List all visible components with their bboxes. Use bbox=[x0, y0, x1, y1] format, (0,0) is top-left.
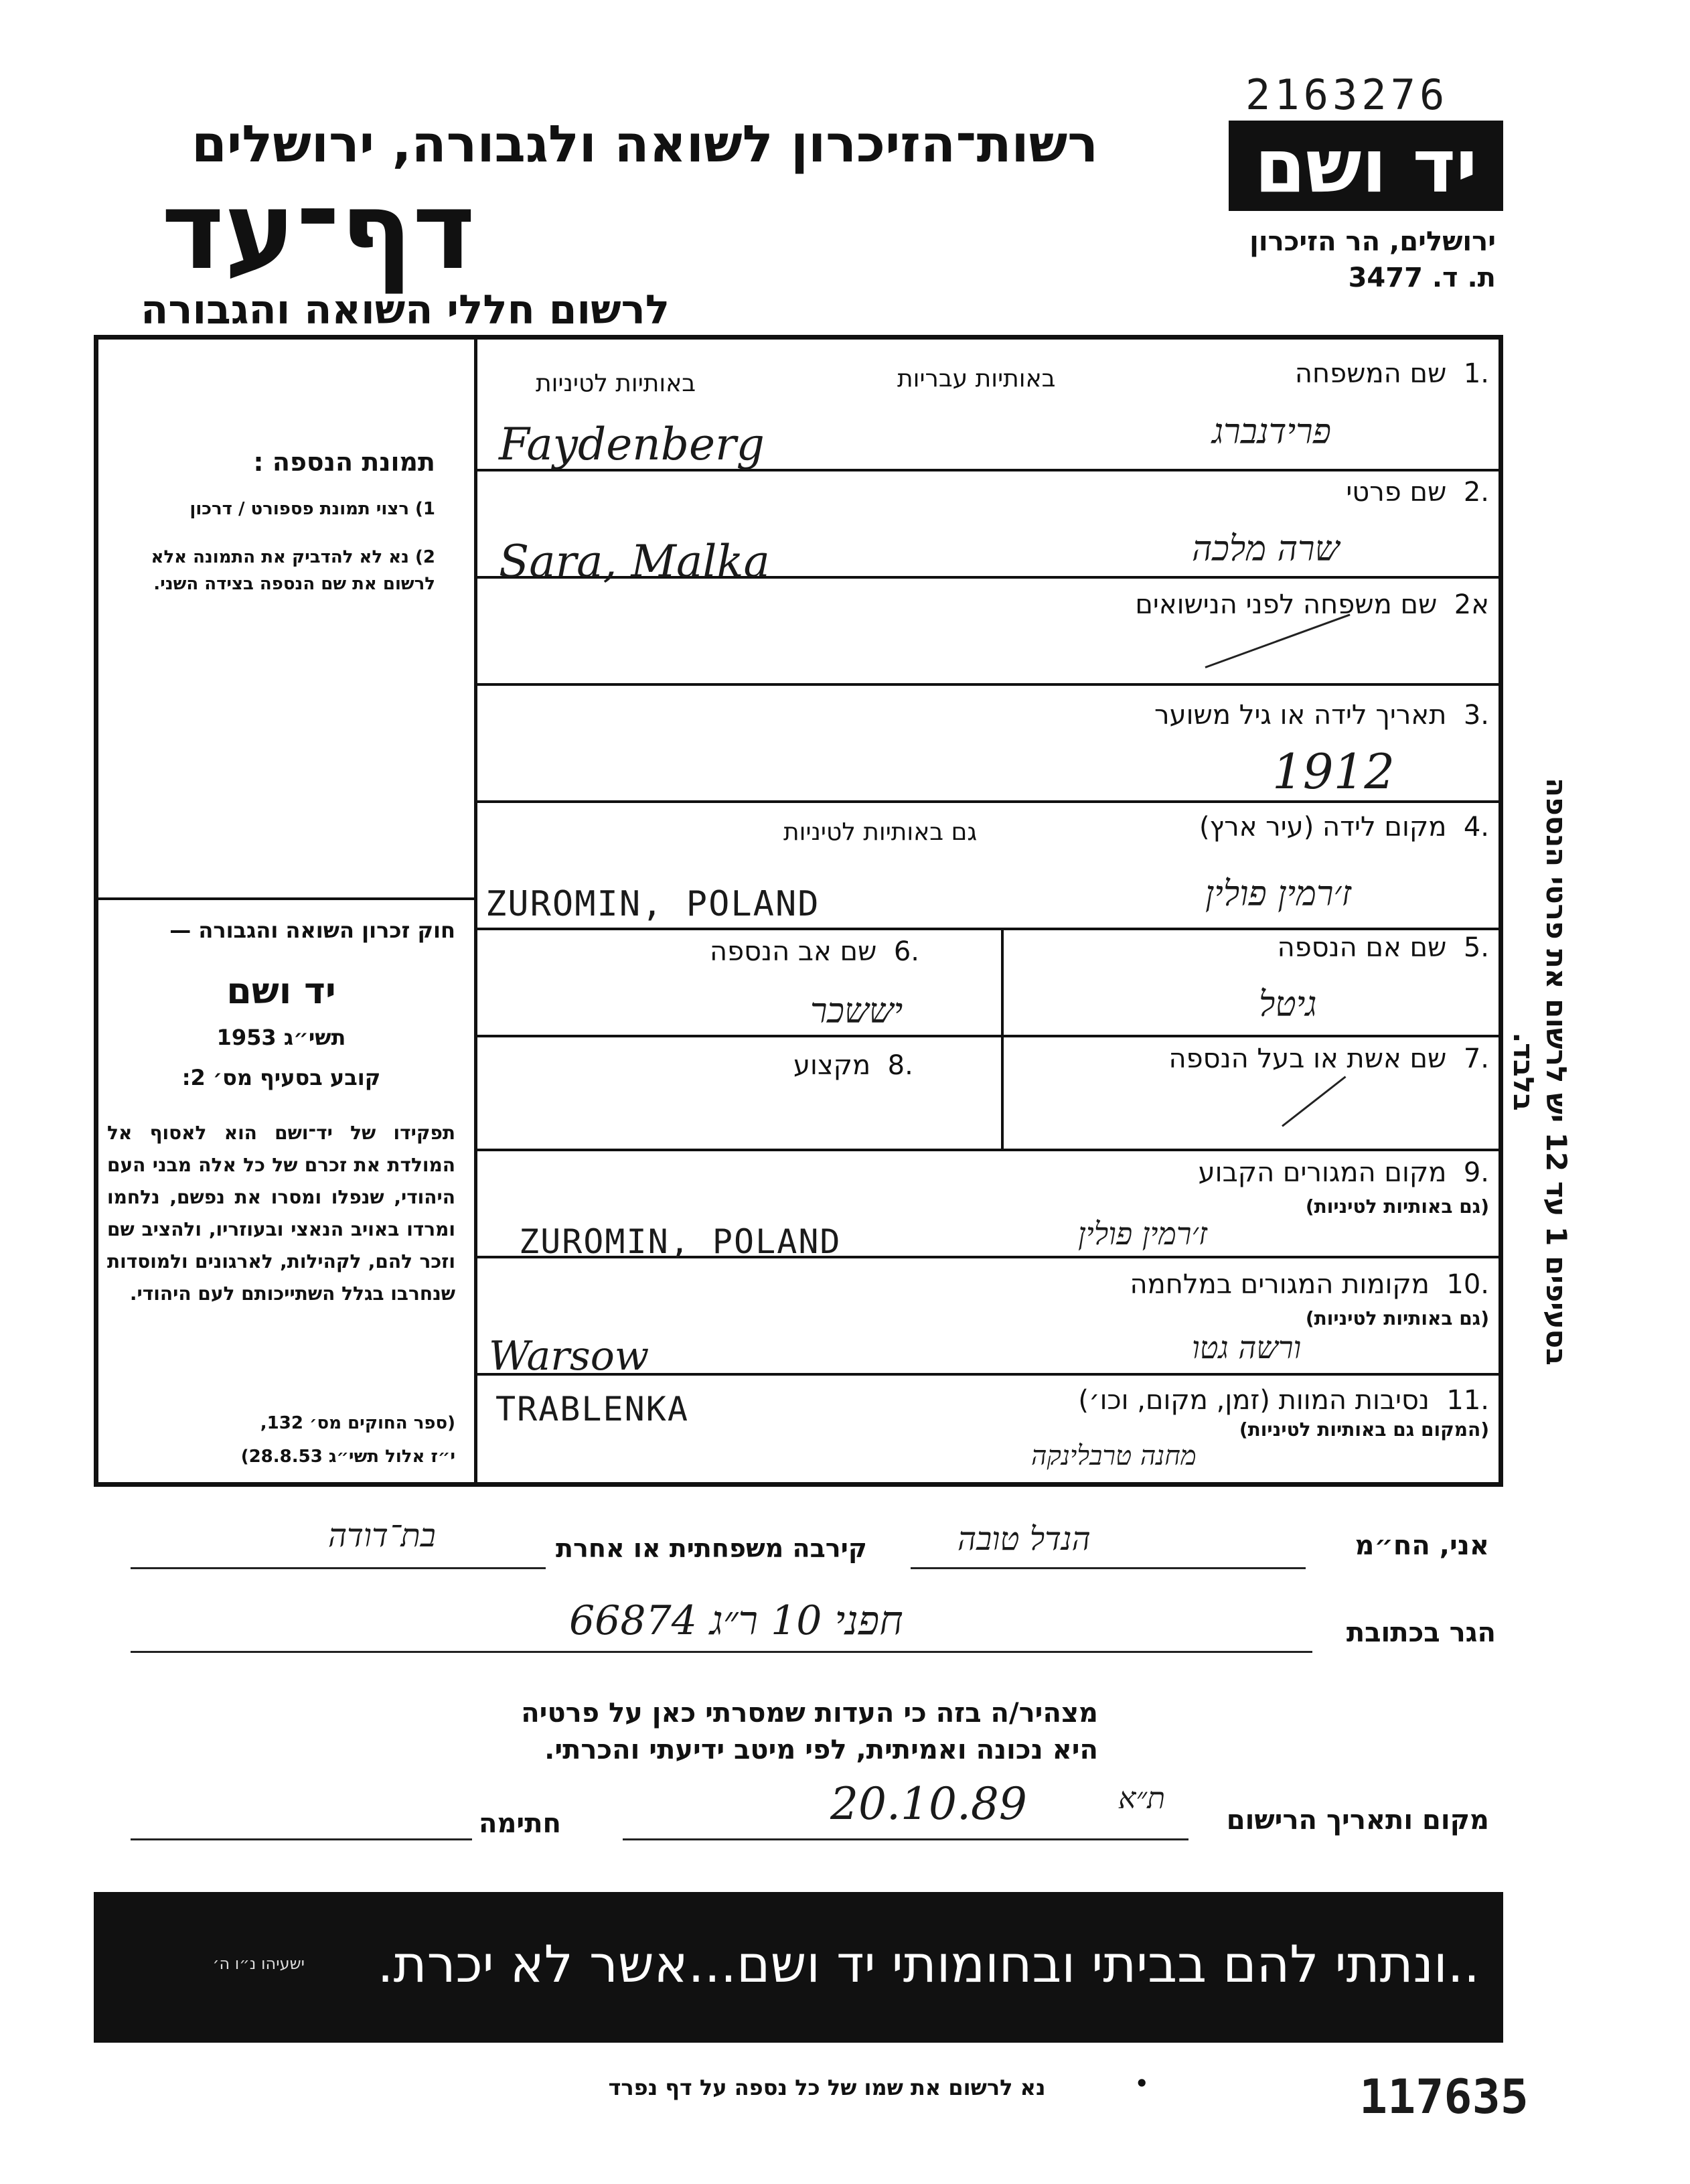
field-1-label bbox=[1295, 358, 1489, 389]
field-5-text: שם אם הנספה bbox=[1277, 932, 1447, 963]
field-11-number: .11 bbox=[1446, 1385, 1489, 1416]
banner-quote: ..ונתתי להם בביתי ובחומותי יד ושם...אשר לא יכרת. bbox=[377, 1934, 1480, 1994]
field-4-text: מקום לידה (עיר ארץ) bbox=[1199, 812, 1447, 843]
field-4-value-latin[interactable]: ZUROMIN, POLAND bbox=[485, 884, 820, 924]
field-8-number: .8 bbox=[887, 1050, 913, 1081]
relation-label: קירבה משפחתית או אחרת bbox=[556, 1534, 867, 1563]
form-subtitle: לרשום חללי השואה והגבורה bbox=[141, 287, 670, 334]
law-text: תפקידו של יד־ושם הוא לאסוף אל המולדת את זכרם של כל אלה מבני העם היהודי, שנפלו ומסרו את נפשם, נלחמו ומרדו באויב הנאצי ובעוזריו, ולהציב שם וזכר להם, לקהילות, לארגונים ולמוסדות שנחרבו בגלל השתייכותם לעם היהודי. bbox=[107, 1122, 455, 1305]
field-3-text: תאריך לידה או גיל משוער bbox=[1154, 700, 1447, 731]
side-note: בסעיפים 1 עד 12 יש לרשום את פרטי הנספה בלבד. bbox=[1507, 778, 1573, 1366]
record-number: 2163276 bbox=[1245, 70, 1449, 119]
declaration-line-2: היא נכונה ואמיתית, לפי מיטב ידיעתי והכרתי. bbox=[544, 1735, 1098, 1765]
field-11-label bbox=[1078, 1385, 1489, 1416]
ani-value[interactable]: הנדל טובה bbox=[957, 1520, 1091, 1558]
field-10-label bbox=[1130, 1269, 1489, 1300]
field-10-value-latin[interactable]: Warsow bbox=[489, 1333, 649, 1380]
address-line-2: ת. ד. 3477 bbox=[1348, 263, 1496, 293]
field-5-number: .5 bbox=[1463, 932, 1489, 963]
field-1-value-latin[interactable]: Faydenberg bbox=[499, 419, 765, 470]
field-6-number: .6 bbox=[893, 936, 920, 967]
field-2-label bbox=[1346, 477, 1489, 508]
declaration-line-1: מצהיר/ה בזה כי העדות שמסרתי כאן על פרטיה bbox=[521, 1698, 1098, 1729]
photo-panel-title: תמונת הנספה : bbox=[253, 447, 435, 477]
address-value[interactable]: חפני 10 ר״ג 66874 bbox=[569, 1597, 903, 1644]
field-9-label bbox=[1199, 1157, 1489, 1188]
ani-line bbox=[911, 1567, 1306, 1569]
address-line-1: ירושלים, הר הזיכרון bbox=[1249, 226, 1496, 257]
field-11-text: נסיבות המוות (זמן, מקום, וכו׳) bbox=[1078, 1385, 1430, 1416]
row-line-5 bbox=[475, 1035, 1503, 1037]
field-4-number: .4 bbox=[1463, 812, 1489, 843]
field-4-label bbox=[1199, 812, 1489, 843]
field-10-text: מקומות המגורים במלחמה bbox=[1130, 1269, 1430, 1300]
law-title: חוק זכרון השואה והגבורה — bbox=[169, 918, 455, 943]
photo-panel-note-2: 2) נא לא להדביק את התמונה אלא לרשום את שם הנספה בצידה השני. bbox=[151, 547, 435, 594]
field-9-value-hebrew[interactable]: ז׳רמין פולין bbox=[1078, 1216, 1207, 1252]
col-divider-5-6 bbox=[1001, 928, 1004, 1149]
field-9-text: מקום המגורים הקבוע bbox=[1198, 1157, 1447, 1188]
field-10-value-hebrew[interactable]: ורשה גטו bbox=[1192, 1329, 1302, 1366]
relation-value[interactable]: בת־דודה bbox=[328, 1517, 436, 1554]
field-2a-number: א2 bbox=[1454, 589, 1489, 620]
field-5-label bbox=[1278, 932, 1489, 963]
field-4-latin-header: גם באותיות לטיניות bbox=[783, 818, 978, 846]
footer-note: נא לרשום את שמו של כל נספה על דף נפרד bbox=[608, 2075, 1046, 2100]
field-11-value-hebrew[interactable]: מחנה טרבלינקה bbox=[1031, 1441, 1197, 1471]
field-6-label bbox=[710, 936, 919, 967]
field-1-text: שם המשפחה bbox=[1294, 358, 1447, 389]
yad-vashem-logo bbox=[1229, 121, 1503, 211]
page-number: 117635 bbox=[1359, 2069, 1529, 2124]
field-2-number: .2 bbox=[1463, 477, 1489, 508]
relation-line bbox=[131, 1567, 546, 1569]
footer-bullet: • bbox=[1135, 2071, 1149, 2096]
place-date-line bbox=[623, 1838, 1188, 1840]
law-org: יד ושם bbox=[226, 970, 336, 1012]
law-clause: קובע בסעיף מס׳ 2: bbox=[181, 1065, 381, 1090]
law-ref-1: (ספר החוקים מס׳ 132, bbox=[260, 1413, 455, 1433]
field-4-value-hebrew[interactable]: ז׳רמין פולין bbox=[1205, 874, 1352, 914]
field-7-label bbox=[1169, 1043, 1489, 1074]
law-ref-2: י״ז אלול תשי״ג 28.8.53) bbox=[240, 1447, 455, 1467]
field-1-value-hebrew[interactable]: פרידנברג bbox=[1212, 412, 1331, 452]
field-3-number: .3 bbox=[1463, 700, 1489, 731]
field-9-value-latin[interactable]: ZUROMIN, POLAND bbox=[519, 1222, 842, 1261]
field-7-text: שם אשת או בעל הנספה bbox=[1168, 1043, 1447, 1074]
field-9-sub: (גם באותיות לטיניות) bbox=[1305, 1195, 1489, 1218]
field-11-value-latin[interactable]: TRABLENKA bbox=[495, 1390, 689, 1429]
panel-divider bbox=[474, 335, 477, 1487]
place-value[interactable]: ת״א bbox=[1118, 1781, 1165, 1816]
field-2-value-latin[interactable]: Sara, Malka bbox=[499, 536, 770, 587]
left-panel-divider bbox=[94, 897, 475, 900]
row-line-4 bbox=[475, 928, 1503, 930]
row-line-7 bbox=[475, 1149, 1503, 1151]
law-year: תשי״ג 1953 bbox=[216, 1025, 346, 1050]
address-line bbox=[131, 1651, 1312, 1653]
field-11-sub: (המקום גם באותיות לטיניות) bbox=[1239, 1418, 1489, 1441]
signature-line bbox=[131, 1838, 472, 1840]
signature-label: חתימה bbox=[479, 1808, 562, 1839]
institution-title: רשות־הזיכרון לשואה ולגבורה, ירושלים bbox=[191, 114, 1098, 173]
address-label: הגר בכתובת bbox=[1346, 1617, 1496, 1648]
field-3-label bbox=[1154, 700, 1489, 731]
field-3-value[interactable]: 1912 bbox=[1272, 743, 1395, 800]
place-date-value[interactable]: 20.10.89 bbox=[830, 1778, 1027, 1830]
field-1-number: .1 bbox=[1463, 358, 1489, 389]
field-2a-text: שם משפחה לפני הנישואים bbox=[1135, 589, 1438, 620]
field-6-value[interactable]: יששכר bbox=[810, 991, 903, 1031]
field-10-number: .10 bbox=[1446, 1269, 1489, 1300]
row-line-2a bbox=[475, 683, 1503, 686]
field-2a-label bbox=[1135, 589, 1489, 620]
place-date-label: מקום ותאריך הרישום bbox=[1226, 1805, 1489, 1836]
field-1-hebrew-header: באותיות עבריות bbox=[897, 365, 1056, 392]
row-line-3 bbox=[475, 800, 1503, 803]
field-6-text: שם אב הנספה bbox=[710, 936, 877, 967]
photo-panel-note-1: 1) רצוי תמונת פספורט / דרכון bbox=[189, 499, 435, 519]
logo-text: יד ושם bbox=[1254, 123, 1478, 209]
field-8-label bbox=[793, 1050, 913, 1081]
field-1-latin-header: באותיות לטיניות bbox=[536, 370, 696, 397]
form-title: דף־עד bbox=[161, 168, 475, 293]
ani-label: אני, הח״מ bbox=[1355, 1530, 1489, 1561]
field-10-sub: (גם באותיות לטיניות) bbox=[1305, 1307, 1489, 1329]
field-5-value[interactable]: גיטל bbox=[1259, 985, 1317, 1025]
field-7-number: .7 bbox=[1463, 1043, 1489, 1074]
banner-source: ישעיהו נ״ו ה׳ bbox=[212, 1954, 305, 1973]
field-2-text: שם פרטי bbox=[1346, 477, 1447, 508]
field-9-number: .9 bbox=[1463, 1157, 1489, 1188]
field-8-text: מקצוע bbox=[793, 1050, 871, 1081]
field-2-value-hebrew[interactable]: שרה מלכה bbox=[1192, 529, 1340, 569]
